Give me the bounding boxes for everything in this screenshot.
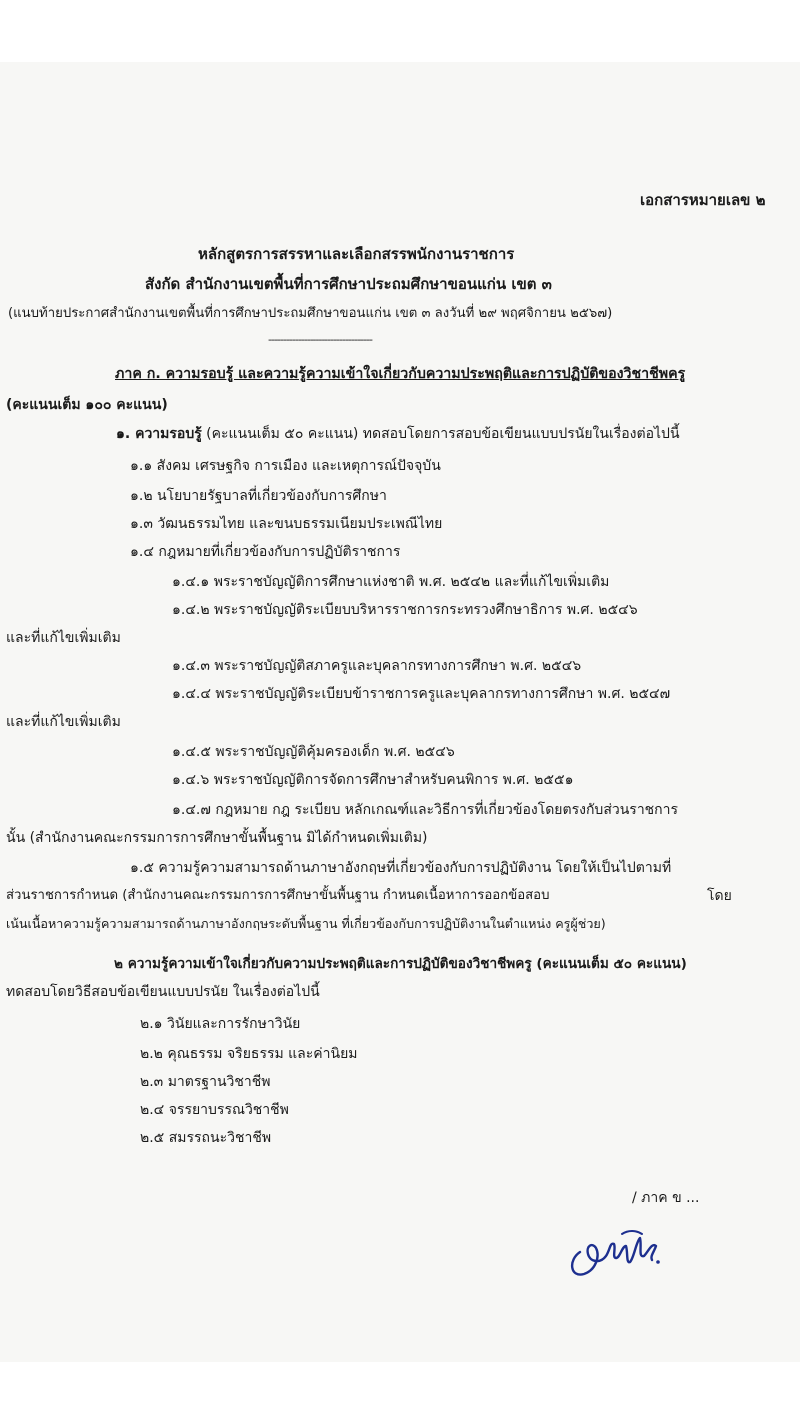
item-1-5: ๑.๕ ความรู้ความสามารถด้านภาษาอังกฤษที่เกี่ยวข้องกับการปฏิบัติงาน โดยให้เป็นไปตามที่ [130, 860, 672, 876]
section-a-heading: ภาค ก. ความรอบรู้ และความรู้ความเข้าใจเกี่ยวกับความประพฤติและการปฏิบัติของวิชาชีพครู [115, 366, 686, 382]
title-line-2: สังกัด สำนักงานเขตพื้นที่การศึกษาประถมศึกษาขอนแก่น เขต ๓ [145, 275, 552, 293]
item-2-3: ๒.๓ มาตรฐานวิชาชีพ [140, 1074, 271, 1090]
item-1-4-1: ๑.๔.๑ พระราชบัญญัติการศึกษาแห่งชาติ พ.ศ. ๒๕๔๒ และที่แก้ไขเพิ่มเติม [172, 574, 610, 590]
part-2-heading [114, 954, 687, 974]
item-1-4-2: ๑.๔.๒ พระราชบัญญัติระเบียบบริหารราชการกระทรวงศึกษาธิการ พ.ศ. ๒๕๔๖ [172, 602, 638, 618]
item-2-4: ๒.๔ จรรยาบรรณวิชาชีพ [140, 1102, 289, 1118]
part-2-score: (คะแนนเต็ม ๕๐ คะแนน) [531, 956, 687, 972]
part-1-heading [116, 424, 680, 444]
item-1-4-4-continued: และที่แก้ไขเพิ่มเติม [6, 714, 121, 730]
item-1-4-6: ๑.๔.๖ พระราชบัญญัติการจัดการศึกษาสำหรับคนพิการ พ.ศ. ๒๕๕๑ [172, 772, 574, 788]
part-1-description: (คะแนนเต็ม ๕๐ คะแนน) ทดสอบโดยการสอบข้อเขียนแบบปรนัยในเรื่องต่อไปนี้ [201, 426, 680, 442]
item-2-1: ๒.๑ วินัยและการรักษาวินัย [140, 1016, 301, 1032]
document-reference: เอกสารหมายเลข ๒ [640, 191, 766, 209]
full-score: (คะแนนเต็ม ๑๐๐ คะแนน) [6, 397, 168, 413]
item-2-2: ๒.๒ คุณธรรม จริยธรรม และค่านิยม [140, 1046, 358, 1062]
item-1-3: ๑.๓ วัฒนธรรมไทย และขนบธรรมเนียมประเพณีไทย [130, 516, 443, 532]
item-1-5-line-2: ส่วนราชการกำหนด (สำนักงานคณะกรรมการการศึกษาขั้นพื้นฐาน กำหนดเนื้อหาการออกข้อสอบ [6, 888, 550, 903]
item-1-4-4: ๑.๔.๔ พระราชบัญญัติระเบียบข้าราชการครูและบุคลากรทางการศึกษา พ.ศ. ๒๕๔๗ [172, 686, 671, 702]
divider: ----------------------------------- [268, 333, 372, 346]
bottom-margin [0, 1362, 800, 1424]
title-line-1: หลักสูตรการสรรหาและเลือกสรรพนักงานราชการ [198, 245, 515, 263]
item-1-5-line-2-end: โดย [707, 888, 732, 904]
continued-marker: / ภาค ข ... [632, 1190, 700, 1206]
part-1-title: ๑. ความรอบรู้ [116, 426, 202, 442]
item-1-4-7: ๑.๔.๗ กฎหมาย กฎ ระเบียบ หลักเกณฑ์และวิธีการที่เกี่ยวข้องโดยตรงกับส่วนราชการ [172, 802, 679, 818]
item-1-4-3: ๑.๔.๓ พระราชบัญญัติสภาครูและบุคลากรทางการศึกษา พ.ศ. ๒๕๔๖ [172, 658, 582, 674]
item-1-4: ๑.๔ กฎหมายที่เกี่ยวข้องกับการปฏิบัติราชการ [130, 544, 401, 560]
item-1-2: ๑.๒ นโยบายรัฐบาลที่เกี่ยวข้องกับการศึกษา [130, 488, 387, 504]
item-1-4-2-continued: และที่แก้ไขเพิ่มเติม [6, 630, 121, 646]
item-1-5-line-3: เน้นเนื้อหาความรู้ความสามารถด้านภาษาอังกฤษระดับพื้นฐาน ที่เกี่ยวข้องกับการปฏิบัติงานในตำแหน่ง ครูผู้ช่วย) [6, 916, 606, 931]
item-1-4-7-continued: นั้น (สำนักงานคณะกรรมการการศึกษาขั้นพื้นฐาน มิได้กำหนดเพิ่มเติม) [6, 830, 428, 846]
item-1-1: ๑.๑ สังคม เศรษฐกิจ การเมือง และเหตุการณ์ปัจจุบัน [130, 458, 441, 474]
title-line-3: (แนบท้ายประกาศสำนักงานเขตพื้นที่การศึกษาประถมศึกษาขอนแก่น เขต ๓ ลงวันที่ ๒๙ พฤศจิกายน ๒๕๖๗) [8, 306, 613, 321]
item-1-4-5: ๑.๔.๕ พระราชบัญญัติคุ้มครองเด็ก พ.ศ. ๒๕๔๖ [172, 744, 455, 760]
part-2-description: ทดสอบโดยวิธีสอบข้อเขียนแบบปรนัย ในเรื่องต่อไปนี้ [6, 984, 320, 1000]
signature-icon [566, 1212, 676, 1282]
part-2-title: ๒ ความรู้ความเข้าใจเกี่ยวกับความประพฤติและการปฏิบัติของวิชาชีพครู [114, 956, 532, 972]
item-2-5: ๒.๕ สมรรถนะวิชาชีพ [140, 1130, 272, 1146]
